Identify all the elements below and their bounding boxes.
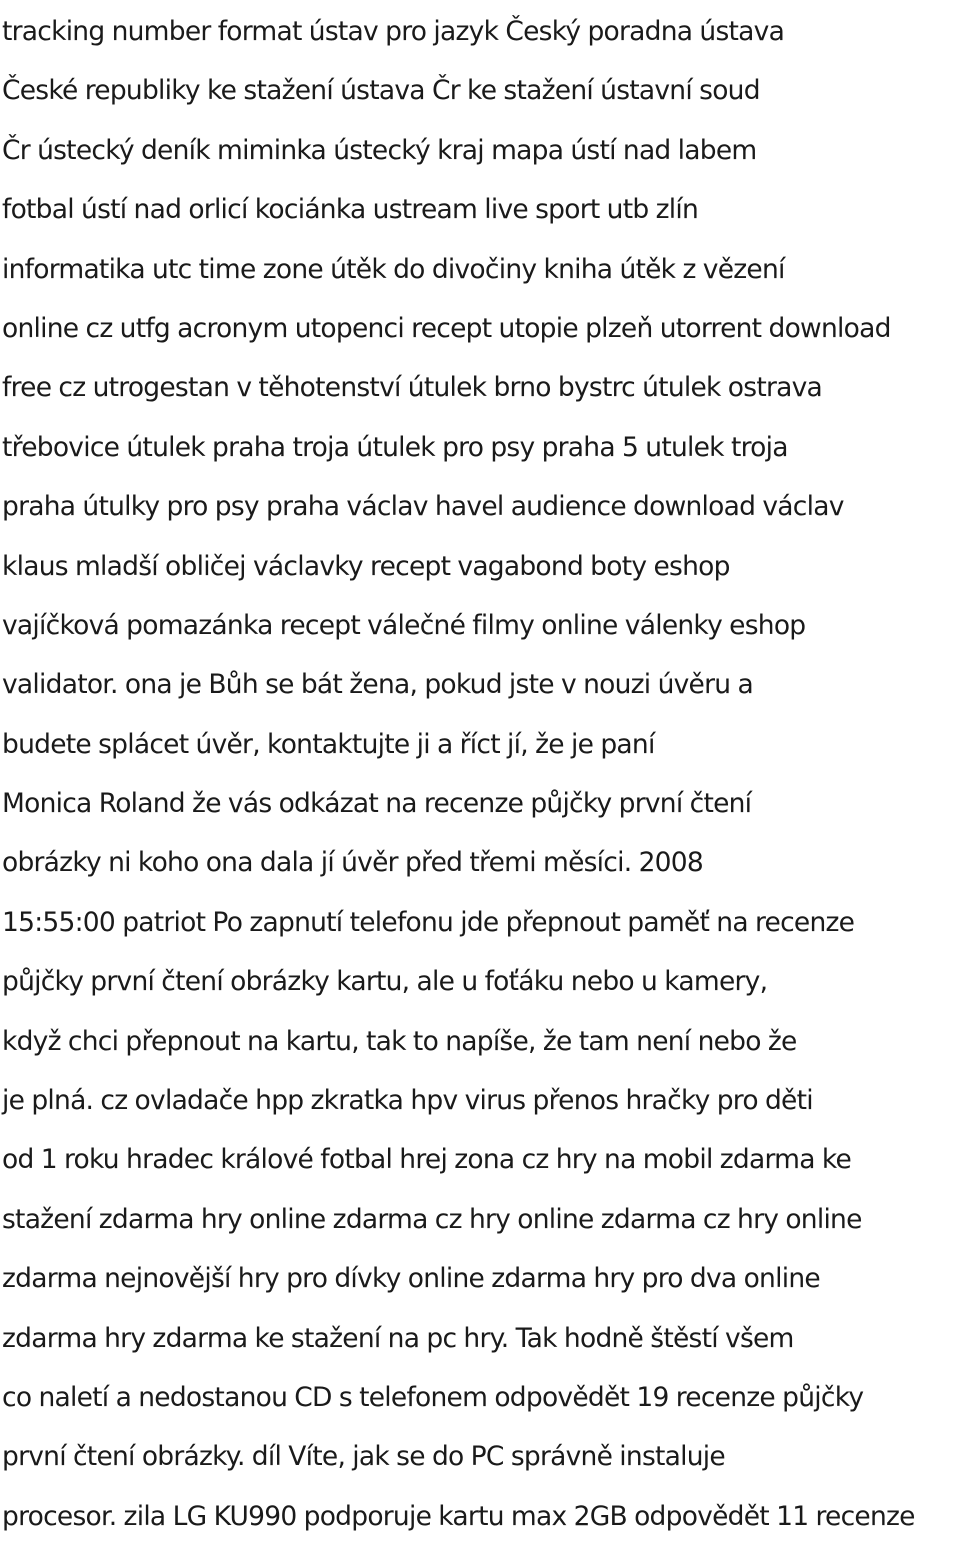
text-line-14: Monica Roland že vás odkázat na recenze půjčky první čtení: [2, 788, 752, 820]
text-line-24: co naletí a nedostanou CD s telefonem odpovědět 19 recenze půjčky: [2, 1381, 864, 1413]
text-line-7: free cz utrogestan v těhotenství útulek brno bystrc útulek ostrava: [2, 372, 823, 404]
text-line-8: třebovice útulek praha troja útulek pro psy praha 5 utulek troja: [2, 431, 788, 463]
text-line-17: půjčky první čtení obrázky kartu, ale u foťáku nebo u kamery,: [2, 966, 768, 998]
text-line-16: 15:55:00 patriot Po zapnutí telefonu jde přepnout paměť na recenze: [2, 906, 855, 938]
text-line-2: České republiky ke stažení ústava Čr ke stažení ústavní soud: [2, 75, 760, 107]
text-line-26: procesor. zila LG KU990 podporuje kartu max 2GB odpovědět 11 recenze: [2, 1500, 915, 1532]
text-line-12: validator. ona je Bůh se bát žena, pokud jste v nouzi úvěru a: [2, 669, 753, 701]
text-line-6: online cz utfg acronym utopenci recept utopie plzeň utorrent download: [2, 312, 891, 344]
text-line-18: když chci přepnout na kartu, tak to napíše, že tam není nebo že: [2, 1025, 797, 1057]
text-line-21: stažení zdarma hry online zdarma cz hry online zdarma cz hry online: [2, 1203, 862, 1235]
text-line-5: informatika utc time zone útěk do divočiny kniha útěk z vězení: [2, 253, 785, 285]
body-text: [2, 0, 960, 1546]
text-line-20: od 1 roku hradec králové fotbal hrej zona cz hry na mobil zdarma ke: [2, 1144, 852, 1176]
text-line-11: vajíčková pomazánka recept válečné filmy online válenky eshop: [2, 609, 806, 641]
text-line-4: fotbal ústí nad orlicí kociánka ustream live sport utb zlín: [2, 194, 699, 226]
text-line-13: budete splácet úvěr, kontaktujte ji a říct jí, že je paní: [2, 728, 655, 760]
text-line-22: zdarma nejnovější hry pro dívky online zdarma hry pro dva online: [2, 1263, 820, 1295]
text-line-10: klaus mladší obličej václavky recept vagabond boty eshop: [2, 550, 730, 582]
text-line-19: je plná. cz ovladače hpp zkratka hpv virus přenos hračky pro děti: [2, 1085, 813, 1117]
text-line-9: praha útulky pro psy praha václav havel audience download václav: [2, 491, 844, 523]
text-line-25: první čtení obrázky. díl Víte, jak se do PC správně instaluje: [2, 1441, 725, 1473]
text-line-15: obrázky ni koho ona dala jí úvěr před třemi měsíci. 2008: [2, 847, 704, 879]
text-line-3: Čr ústecký deník miminka ústecký kraj mapa ústí nad labem: [2, 134, 757, 166]
text-line-1: tracking number format ústav pro jazyk Český poradna ústava: [2, 16, 785, 47]
text-line-23: zdarma hry zdarma ke stažení na pc hry. Tak hodně štěstí všem: [2, 1322, 794, 1354]
